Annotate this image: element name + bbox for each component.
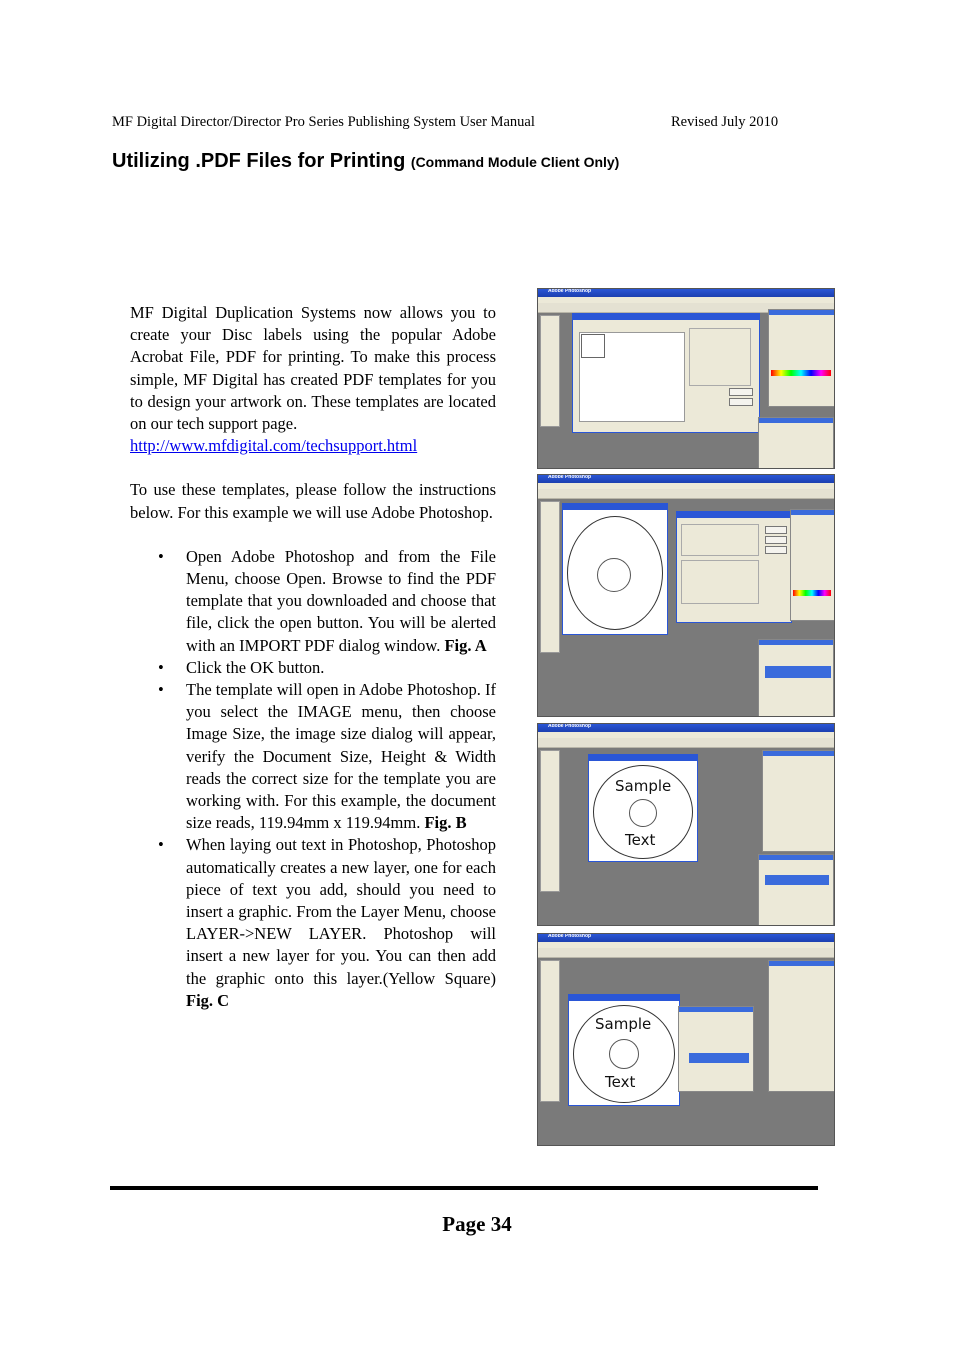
section-title — [112, 150, 619, 173]
techsupport-link[interactable]: http://www.mfdigital.com/techsupport.html — [130, 436, 418, 456]
page-number: Page 34 — [442, 1212, 512, 1236]
sample-word: Sample — [615, 777, 672, 795]
section-title-sub: (Command Module Client Only) — [410, 154, 620, 170]
image-size-dialog — [676, 511, 792, 623]
instructions-intro: To use these templates, please follow the instructions below. For this example we will use Adobe Photoshop. — [130, 480, 496, 522]
section-title-main: Utilizing .PDF Files for Printing — [112, 150, 406, 172]
list-item: • When laying out text in Photoshop, Photoshop automatically creates a new layer, one for each piece of text you add, should you need to insert a graphic. From the Layer Menu, choose LAYER->NEW LAYER. Photoshop will insert a new layer for you. You can then add the graphic onto this layer.(Yellow Square) Fig. C — [130, 834, 496, 1012]
list-item: • Open Adobe Photoshop and from the File Menu, choose Open. Browse to find the PDF template that you downloaded and choose that file, click the open button. You will be alerted with an IMPORT PDF dialog window. Fig. A — [130, 546, 496, 657]
sample-word: Sample — [595, 1015, 652, 1033]
app-title: Adobe Photoshop — [548, 474, 592, 480]
steps-list — [130, 546, 496, 1012]
app-title: Adobe Photoshop — [548, 933, 592, 939]
toolbox-icon — [540, 315, 560, 427]
layers-panel — [678, 1006, 754, 1092]
fig-ref: Fig. C — [186, 990, 230, 1010]
template-document — [562, 503, 668, 635]
text-word: Text — [625, 831, 656, 849]
body-column — [130, 302, 496, 1012]
fig-ref: Fig. B — [424, 813, 467, 833]
list-item: • Click the OK button. — [130, 657, 496, 679]
intro-paragraph: MF Digital Duplication Systems now allows you to create your Disc labels using the popular Adobe Acrobat File, PDF for printing. To make this process simple, MF Digital has created PDF templates for you to design your artwork on. These templates are located on our tech support page. — [130, 303, 496, 434]
toolbox-icon — [540, 960, 560, 1102]
fig-ref: Fig. A — [444, 635, 487, 655]
app-title: Adobe Photoshop — [548, 723, 592, 729]
template-document — [588, 754, 698, 862]
screenshot-fig-b — [537, 474, 835, 717]
list-item: • The template will open in Adobe Photoshop. If you select the IMAGE menu, then choose Image Size, the image size dialog will appear, verify the Document Size, Height & Width reads the correct size for the template you are working with. For this example, the document size reads, 119.94mm x 119.94mm. Fig. B — [130, 679, 496, 834]
footer-rule — [110, 1186, 818, 1190]
screenshot-sample-text — [537, 723, 835, 926]
text-word: Text — [605, 1073, 636, 1091]
running-header-title: MF Digital Director/Director Pro Series Publishing System User Manual — [112, 114, 535, 130]
running-header-revision: Revised July 2010 — [671, 114, 779, 130]
import-pdf-dialog — [572, 313, 760, 433]
screenshot-fig-a — [537, 288, 835, 469]
template-document — [568, 994, 680, 1106]
screenshot-fig-c — [537, 933, 835, 1146]
toolbox-icon — [540, 750, 560, 892]
app-title: Adobe Photoshop — [548, 288, 592, 294]
toolbox-icon — [540, 501, 560, 653]
